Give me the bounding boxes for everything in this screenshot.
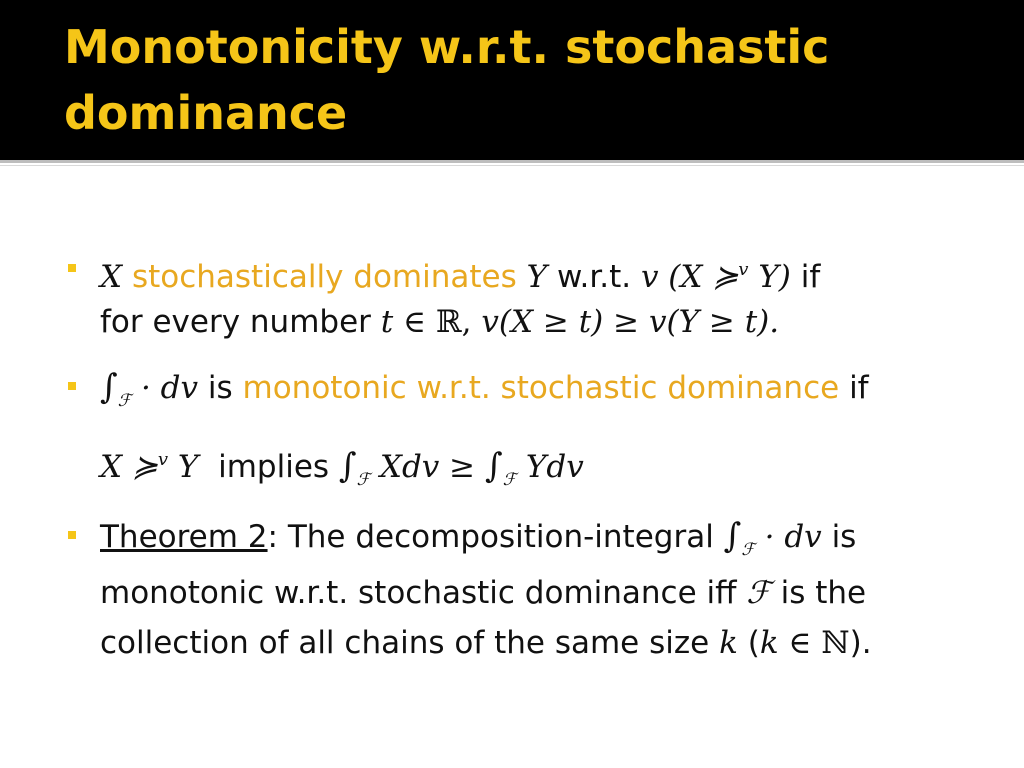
math-y: Y xyxy=(526,259,548,295)
integral-subscript: ℱ xyxy=(741,540,755,560)
bullet-marker xyxy=(68,382,76,390)
math-calligraphic-f: ℱ xyxy=(746,575,771,611)
math-y: Y xyxy=(168,449,199,485)
integral-subscript: ℱ xyxy=(117,391,132,411)
text-monotonic-iff: monotonic w.r.t. stochastic dominance iff xyxy=(100,575,737,611)
math-inequality: v(X ≥ t) ≥ v(Y ≥ t). xyxy=(471,304,780,340)
math-xdv-ge: Xdv ≥ xyxy=(370,449,485,485)
text-if: if xyxy=(800,259,821,295)
text-is: is xyxy=(831,519,857,555)
theorem-label: Theorem 2 xyxy=(100,519,268,555)
text-is: is xyxy=(207,370,233,406)
math-in-reals: ∈ ℝ, xyxy=(393,304,472,340)
integral-symbol: ∫ xyxy=(723,516,742,556)
text-close-paren: ). xyxy=(849,625,872,661)
title-divider xyxy=(0,160,1024,163)
integral-symbol: ∫ xyxy=(338,446,357,486)
math-sup-v: v xyxy=(738,259,749,280)
bullet-1-line-1 xyxy=(100,250,820,297)
bullet-marker xyxy=(68,531,76,539)
text-wrt: w.r.t. xyxy=(556,259,632,295)
math-sup-v: v xyxy=(157,449,169,470)
integral-subscript: ℱ xyxy=(356,470,371,490)
integral-symbol: ∫ xyxy=(100,367,118,407)
term-monotonic-wrt-stochastic-dominance: monotonic w.r.t. stochastic dominance xyxy=(242,370,840,406)
text-is-the: is the xyxy=(780,575,867,611)
integral-symbol: ∫ xyxy=(484,446,503,486)
title-bar xyxy=(0,0,1024,160)
text-open-paren: ( xyxy=(747,625,760,661)
math-dominance-expr-end: Y) xyxy=(748,259,791,295)
integral-subscript: ℱ xyxy=(502,470,517,490)
math-k: k xyxy=(759,625,779,661)
math-dot-dv: · dv xyxy=(140,370,199,406)
math-t: t xyxy=(380,304,394,340)
text-if: if xyxy=(849,370,869,406)
math-dominance-expr: v (X ≽ xyxy=(640,259,739,295)
math-x: X xyxy=(100,259,123,295)
math-x-dominates: X ≽ xyxy=(100,449,158,485)
math-dot-dv: · dv xyxy=(764,519,822,555)
bullet-3-line-3 xyxy=(100,623,872,663)
bullet-1-line-2 xyxy=(100,302,779,342)
title-divider-thin xyxy=(0,165,1024,166)
bullet-3-line-2 xyxy=(100,573,866,613)
math-in-naturals: ∈ ℕ xyxy=(778,625,850,661)
slide-title: Monotonicity w.r.t. stochastic dominance xyxy=(64,20,830,140)
bullet-2-line-1 xyxy=(100,367,869,421)
text-decomposition-integral: : The decomposition-integral xyxy=(267,519,714,555)
text-for-every-number: for every number xyxy=(100,304,371,340)
text-collection-of-chains: collection of all chains of the same size xyxy=(100,625,710,661)
bullet-3-line-1 xyxy=(100,516,856,570)
term-stochastically-dominates: stochastically dominates xyxy=(131,259,517,295)
bullet-2-line-2 xyxy=(100,440,584,500)
math-k: k xyxy=(719,625,738,661)
bullet-marker xyxy=(68,264,76,272)
text-implies: implies xyxy=(218,449,330,485)
math-ydv: Ydv xyxy=(516,449,584,485)
